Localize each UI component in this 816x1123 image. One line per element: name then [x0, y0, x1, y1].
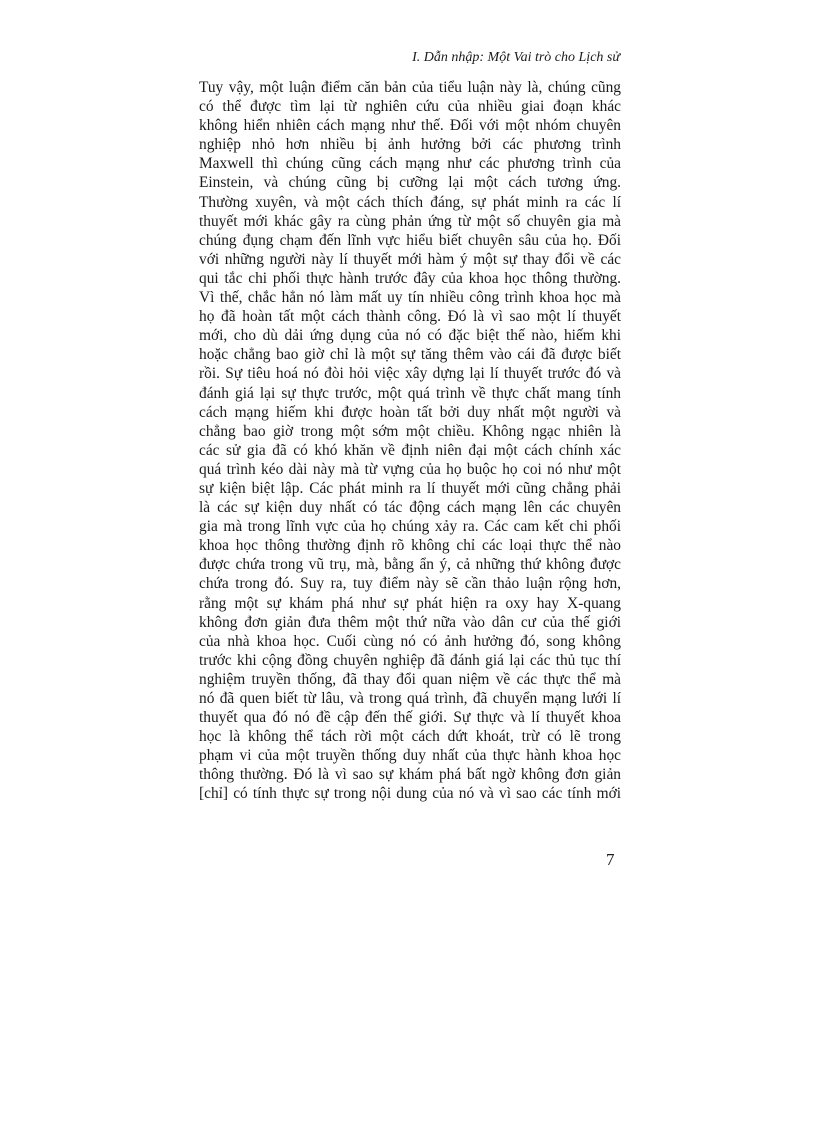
text-line: có thể được tìm lại từ nghiên cứu của nhiều giai đoạn khác — [199, 98, 621, 116]
text-line: chúng đụng chạm đến lĩnh vực hiểu biết chuyên sâu của họ. Đối — [199, 231, 621, 249]
text-line: Vì thế, chắc hẳn nó làm mất uy tín nhiều công trình khoa học mà — [199, 289, 621, 307]
text-line: phạm vi của một truyền thống duy nhất của thực hành khoa học — [199, 747, 621, 765]
running-header: I. Dẫn nhập: Một Vai trò cho Lịch sử — [412, 50, 620, 65]
body-paragraph — [199, 78, 621, 804]
text-line: [chỉ] có tính thực sự trong nội dung của nó và vì sao các tính mới — [199, 785, 621, 803]
text-line: không hiển nhiên cách mạng như thế. Đối với một nhóm chuyên — [199, 117, 621, 135]
text-line: là các sự kiện duy nhất có tác động cách mạng lên các chuyên — [199, 499, 621, 517]
text-line: nó đã quen biết từ lâu, và trong quá trình, đã chuyển mạng lưới lí — [199, 690, 621, 707]
text-line: không đơn giản đưa thêm một thứ nữa vào dân cư của thế giới — [199, 613, 621, 631]
text-line: qui tắc chi phối thực hành trước đây của khoa học thông thường. — [199, 269, 621, 287]
text-line: rằng một sự khám phá như sự phát hiện ra oxy hay X-quang — [199, 594, 621, 612]
text-line: các sử gia đã có khó khăn về định niên đại một cách chính xác — [199, 441, 621, 459]
page-number: 7 — [606, 850, 615, 869]
text-line: nghiệp nhỏ hơn nhiều bị ảnh hưởng bởi các phương trình — [199, 136, 621, 154]
text-line: hoặc chẳng bao giờ chỉ là một sự tăng thêm vào cái đã được biết — [199, 346, 621, 364]
text-line: thuyết mới khác gây ra cùng phản ứng từ một số chuyên gia mà — [199, 212, 621, 230]
text-line: quá trình kéo dài này mà từ vựng của họ buộc họ coi nó như một — [199, 460, 621, 478]
text-line: chứa trong đó. Suy ra, tuy điểm này sẽ cần thảo luận rộng hơn, — [199, 575, 621, 593]
text-line: Thường xuyên, và một cách thích đáng, sự phát minh ra các lí — [199, 193, 621, 211]
text-line: gia mà trong lĩnh vực của họ chúng xảy ra. Các cam kết chi phối — [199, 518, 621, 536]
text-line: học là không thể tách rời một cách dứt khoát, trừ có lẽ trong — [199, 728, 621, 746]
text-line: Einstein, và chúng cũng bị cưỡng lại một cách tương ứng. — [199, 174, 621, 192]
text-line: chẳng bao giờ trong một sớm một chiều. Không ngạc nhiên là — [199, 422, 621, 440]
text-line: khoa học thông thường định rõ không chỉ các loại thực thể nào — [199, 537, 621, 555]
text-line: thông thường. Đó là vì sao sự khám phá bất ngờ không đơn giản — [199, 766, 621, 784]
text-line: họ đã hoàn tất một cách thành công. Đó là vì sao một lí thuyết — [199, 308, 621, 326]
text-line: của nhà khoa học. Cuối cùng nó có ảnh hưởng đó, song không — [199, 632, 621, 650]
text-line: được chứa trong vũ trụ, mà, bằng ẩn ý, cả những thứ không được — [199, 556, 621, 574]
text-line: sự kiện biệt lập. Các phát minh ra lí thuyết mới cũng chẳng phải — [199, 479, 621, 497]
text-line: thuyết qua đó nó đề cập đến thế giới. Sự thực và lí thuyết khoa — [199, 709, 621, 727]
text-line: cách mạng hiếm khi được hoàn tất bởi duy nhất một người và — [199, 403, 621, 421]
text-line: với những người này lí thuyết mới hàm ý một sự thay đổi về các — [199, 250, 621, 268]
text-line: mới, cho dù dải ứng dụng của nó có đặc biệt thế nào, hiếm khi — [199, 327, 621, 345]
text-line: Maxwell thì chúng cũng cách mạng như các phương trình của — [199, 155, 621, 173]
text-line: Tuy vậy, một luận điểm căn bản của tiểu luận này là, chúng cũng — [199, 79, 621, 96]
text-line: rồi. Sự tiêu hoá nó đòi hỏi việc xây dựng lại lí thuyết trước đó và — [199, 365, 621, 383]
text-line: nghiệm truyền thống, đã thay đổi quan niệm về các thực thể mà — [199, 670, 621, 688]
text-line: đánh giá lại sự thực trước, một quá trình về thực chất mang tính — [199, 384, 621, 402]
text-line: trước khi cộng đồng chuyên nghiệp đã đánh giá lại các thủ tục thí — [199, 651, 621, 669]
